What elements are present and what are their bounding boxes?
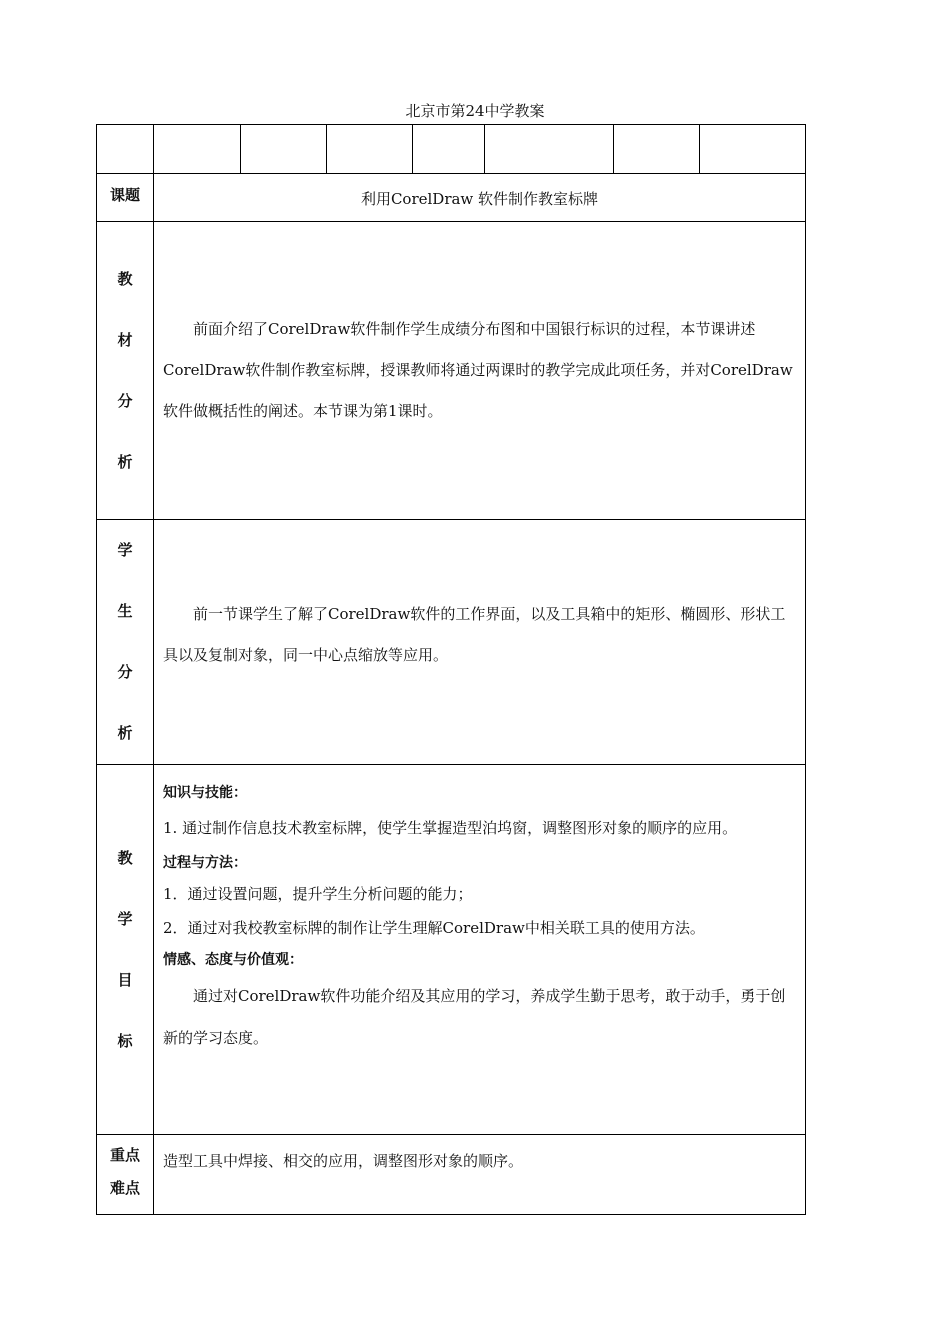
student-analysis-label [97,520,154,765]
label-char: 教 [117,269,133,288]
label-char: 标 [117,1031,133,1050]
label-char: 学 [117,909,133,928]
student-analysis-cell [154,520,806,765]
process-item-2: 2．通过对我校教室标牌的制作让学生理解CorelDraw中相关联工具的使用方法。 [163,919,705,937]
topic-label: 课题 [97,174,154,222]
label-char: 分 [117,391,133,410]
material-analysis-text: 前面介绍了CorelDraw软件制作学生成绩分布图和中国银行标识的过程，本节课讲述CorelDraw软件制作教室标牌，授课教师将通过两课时的教学完成此项任务，并对CorelDraw软件做概括性的阐述。本节课为第1课时。 [163,320,793,420]
page-title: 北京市第24中学教案 [405,102,545,120]
label-char: 析 [117,724,133,742]
label-char: 析 [117,452,133,471]
key-points-label-line-1: 重点 [109,1146,140,1164]
blank-cell [614,125,700,174]
knowledge-item: 1. 通过制作信息技术教室标牌，使学生掌握造型泊坞窗，调整图形对象的顺序的应用。 [163,819,738,837]
key-points-label [97,1135,154,1215]
process-item-1: 1．通过设置问题，提升学生分析问题的能力； [163,885,473,903]
key-points-text: 造型工具中焊接、相交的应用，调整图形对象的顺序。 [163,1152,524,1170]
material-analysis-label [97,222,154,520]
student-analysis-text: 前一节课学生了解了CorelDraw软件的工作界面，以及工具箱中的矩形、椭圆形、形状工具以及复制对象，同一中心点缩放等应用。 [163,605,786,664]
teaching-goals-label [97,765,154,1135]
blank-cell [241,125,327,174]
emotion-heading: 情感、态度与价值观： [163,952,303,968]
emotion-text: 通过对CorelDraw软件功能介绍及其应用的学习，养成学生勤于思考，敢于动手，勇于创新的学习态度。 [163,987,786,1047]
material-analysis-cell [154,222,806,520]
blank-cell [485,125,614,174]
label-char: 学 [117,541,133,559]
blank-cell [413,125,485,174]
blank-cell [97,125,154,174]
topic-row [97,174,806,222]
topic-value: 利用CorelDraw 软件制作教室标牌 [154,174,806,222]
label-char: 材 [117,330,133,349]
teaching-goals-cell [154,765,806,1135]
key-points-row [97,1135,806,1215]
blank-cell [327,125,413,174]
label-char: 目 [117,970,133,989]
label-char: 分 [117,663,133,681]
student-analysis-row [97,520,806,765]
key-points-cell [154,1135,806,1215]
blank-cell [700,125,806,174]
lesson-plan-table [96,124,806,1215]
blank-header-row [97,125,806,174]
key-points-label-line-2: 难点 [109,1179,140,1197]
label-char: 教 [117,848,133,867]
label-char: 生 [117,602,133,620]
process-heading: 过程与方法： [163,855,247,871]
blank-cell [154,125,241,174]
material-analysis-row [97,222,806,520]
teaching-goals-row [97,765,806,1135]
knowledge-heading: 知识与技能： [163,785,247,801]
